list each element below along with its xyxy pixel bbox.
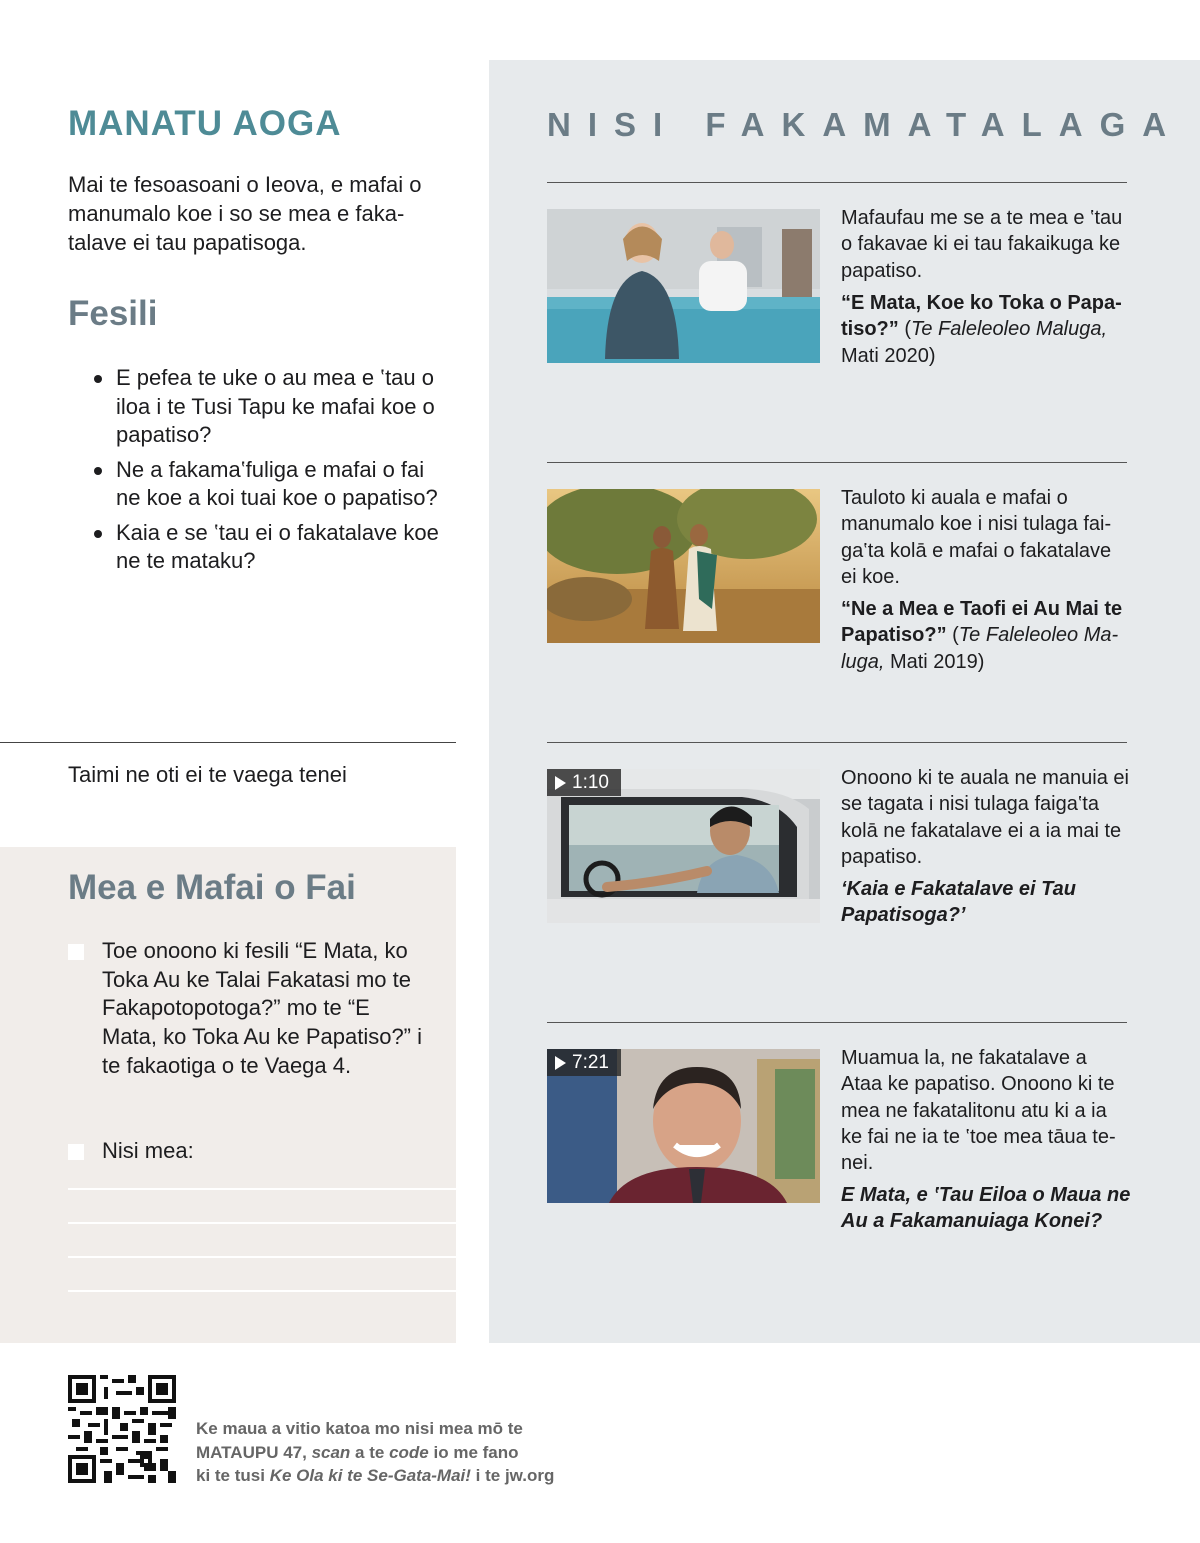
qr-code-icon[interactable] <box>68 1375 176 1483</box>
research-description: Mafaufau me se a te mea e ‛tau o fakavae ki ei tau fakaikuga ke papatiso. <box>841 207 1123 282</box>
divider <box>547 1022 1127 1023</box>
divider <box>547 462 1127 463</box>
actions-heading: Mea e Mafai o Fai <box>68 868 356 907</box>
video-title[interactable]: ‘Kaia e Fakatalave ei Tau Papatisoga?’ <box>841 878 1076 927</box>
divider <box>0 742 456 743</box>
research-source[interactable]: “E Mata, Koe ko Toka o Papatiso?” (Te Faleleoleo Maluga, Mati 2020) <box>841 292 1122 367</box>
research-description: Onoono ki te auala ne manuia ei se tagata i nisi tulaga faiga‛ta kolā ne fakatalave ei a ia mai te papatiso. <box>841 767 1129 868</box>
writing-line <box>68 1290 456 1292</box>
checkbox[interactable] <box>68 1144 84 1160</box>
action-checkbox-item[interactable] <box>68 1137 428 1166</box>
research-description: Tauloto ki auala e mafai o manumalo koe i nisi tulaga faiga‛ta kolā e mafai o fakatalave ei koe. <box>841 487 1112 588</box>
footer-note: Ke maua a vitio katoa mo nisi mea mō te MATAUPU 47, scan a te code io me fano ki te tusi Ke Ola ki te Se-Gata-Mai! i te jw.org <box>196 1419 555 1485</box>
publication-name: Te Faleleoleo Maluga, <box>841 624 1119 673</box>
baptism-pool-image[interactable] <box>547 209 820 363</box>
writing-line <box>68 1188 456 1190</box>
writing-line <box>68 1256 456 1258</box>
summary-text: Mai te fesoasoani o Ieova, e mafai o manumalo koe i so se mea e fakatalave ei tau papatisoga. <box>68 172 422 255</box>
article-title[interactable]: “Ne a Mea e Taofi ei Au Mai te Papatiso?” <box>841 598 1123 647</box>
checkbox[interactable] <box>68 944 84 960</box>
divider <box>547 182 1127 183</box>
action-item-text: Nisi mea: <box>102 1138 194 1163</box>
play-icon <box>555 1056 566 1070</box>
summary-heading: MANATU AOGA <box>68 104 342 143</box>
research-description: Muamua la, ne fakatalave a Ataa ke papatiso. Onoono ki te mea ne fakatalitonu atu ki a ia ke fai ne ia te ‛toe mea tāua tenei. <box>841 1047 1116 1175</box>
video-thumbnail-driver[interactable] <box>547 769 820 923</box>
publication-name: Te Faleleoleo Maluga, <box>911 318 1108 341</box>
video-title[interactable]: E Mata, e ‛Tau Eiloa o Maua ne Au a Fakamanuiaga Konei? <box>841 1184 1131 1233</box>
action-checkbox-item[interactable] <box>68 937 428 1081</box>
video-duration-badge: 7:21 <box>547 1049 621 1076</box>
question-item: Kaia e se ‛tau ei o fakatalave koe ne te mataku? <box>92 519 454 576</box>
video-thumbnail-man[interactable] <box>547 1049 820 1203</box>
article-title[interactable]: “E Mata, Koe ko Toka o Papatiso?” <box>841 292 1122 341</box>
action-item-text: Toe onoono ki fesili “E Mata, ko Toka Au ke Talai Fakatasi mo te Fakapotopotoga?” mo te “E Mata, ko Toka Au ke Papatiso?” i te fakaotiga o te Vaega 4. <box>102 938 422 1078</box>
action-box <box>0 847 456 1343</box>
play-icon <box>555 776 566 790</box>
research-heading: NISI FAKAMATALAGA <box>547 106 1184 143</box>
question-item: Ne a fakama‛fuliga e mafai o fai ne koe a koi tuai koe o papatiso? <box>92 456 454 513</box>
publication-date: Mati 2019) <box>889 650 985 673</box>
writing-line <box>68 1222 456 1224</box>
questions-list <box>92 364 454 582</box>
publication-date: Mati 2020) <box>841 344 936 367</box>
divider <box>547 742 1127 743</box>
completion-time-label: Taimi ne oti ei te vaega tenei <box>68 762 347 787</box>
research-source[interactable]: “Ne a Mea e Taofi ei Au Mai te Papatiso?” (Te Faleleoleo Maluga, Mati 2019) <box>841 598 1123 673</box>
question-item: E pefea te uke o au mea e ‛tau o iloa i te Tusi Tapu ke mafai koe o papatiso? <box>92 364 454 450</box>
video-duration-badge: 1:10 <box>547 769 621 796</box>
questions-heading: Fesili <box>68 294 158 333</box>
bible-scene-image[interactable] <box>547 489 820 643</box>
